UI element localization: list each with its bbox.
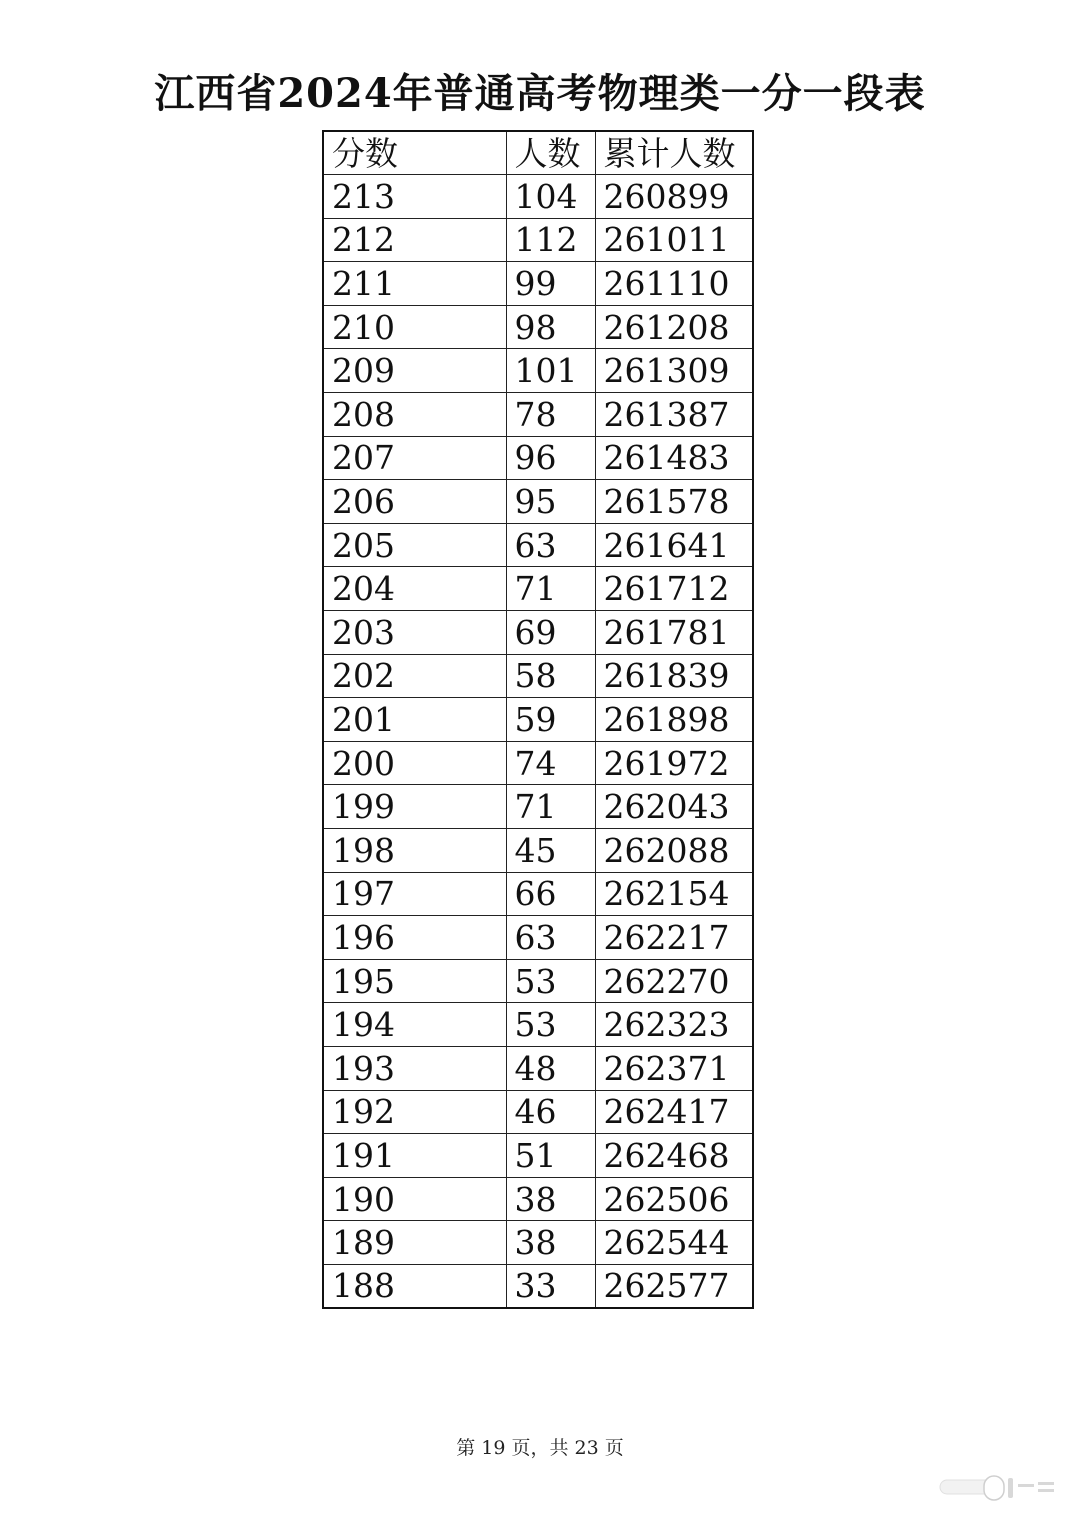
cell-cumulative: 262043 [595,785,753,829]
cell-cumulative: 261309 [595,349,753,393]
table-row [323,305,753,349]
cell-cumulative: 261898 [595,698,753,742]
cell-score: 207 [323,436,506,480]
cell-count: 58 [506,654,595,698]
table-row [323,567,753,611]
table-row [323,175,753,219]
cell-cumulative: 262417 [595,1090,753,1134]
cell-score: 194 [323,1003,506,1047]
header-cumulative: 累计人数 [595,131,753,175]
cell-score: 205 [323,523,506,567]
cell-count: 112 [506,218,595,262]
table-row [323,349,753,393]
cell-cumulative: 260899 [595,175,753,219]
table-row [323,654,753,698]
cell-count: 71 [506,785,595,829]
cell-score: 197 [323,872,506,916]
cell-score: 213 [323,175,506,219]
cell-cumulative: 262544 [595,1221,753,1265]
table-row [323,1264,753,1308]
table-row [323,872,753,916]
cell-count: 53 [506,1003,595,1047]
table-row [323,959,753,1003]
cell-count: 99 [506,262,595,306]
table-row [323,1221,753,1265]
cell-score: 204 [323,567,506,611]
cell-score: 200 [323,741,506,785]
table-row [323,611,753,655]
cell-cumulative: 261781 [595,611,753,655]
cell-score: 196 [323,916,506,960]
cell-cumulative: 262506 [595,1177,753,1221]
cell-score: 201 [323,698,506,742]
cell-cumulative: 262577 [595,1264,753,1308]
score-distribution-table [322,130,754,1309]
cell-score: 211 [323,262,506,306]
cell-count: 38 [506,1177,595,1221]
cell-score: 210 [323,305,506,349]
cell-count: 48 [506,1046,595,1090]
table-row [323,436,753,480]
cell-cumulative: 261110 [595,262,753,306]
table-row [323,523,753,567]
table-row [323,218,753,262]
cell-count: 63 [506,916,595,960]
table-row [323,741,753,785]
cell-count: 38 [506,1221,595,1265]
cell-count: 53 [506,959,595,1003]
cell-cumulative: 261641 [595,523,753,567]
table-row [323,916,753,960]
cell-cumulative: 261839 [595,654,753,698]
cell-count: 98 [506,305,595,349]
table-row [323,785,753,829]
cell-cumulative: 261483 [595,436,753,480]
cell-score: 190 [323,1177,506,1221]
cell-count: 101 [506,349,595,393]
cell-cumulative: 262088 [595,829,753,873]
cell-score: 189 [323,1221,506,1265]
cell-score: 208 [323,393,506,437]
table-row [323,1134,753,1178]
cell-count: 45 [506,829,595,873]
cell-cumulative: 261712 [595,567,753,611]
app-logo-icon [938,1471,1058,1505]
table-row [323,262,753,306]
cell-cumulative: 262468 [595,1134,753,1178]
table-row [323,1003,753,1047]
cell-cumulative: 262371 [595,1046,753,1090]
cell-cumulative: 261972 [595,741,753,785]
cell-score: 192 [323,1090,506,1134]
table-row [323,393,753,437]
cell-score: 203 [323,611,506,655]
page-number-footer: 第 19 页，共 23 页 [456,1437,624,1459]
cell-score: 193 [323,1046,506,1090]
cell-score: 209 [323,349,506,393]
table-row [323,1090,753,1134]
cell-cumulative: 262323 [595,1003,753,1047]
cell-cumulative: 261387 [595,393,753,437]
cell-count: 95 [506,480,595,524]
cell-score: 206 [323,480,506,524]
cell-cumulative: 261011 [595,218,753,262]
table-row [323,698,753,742]
cell-score: 191 [323,1134,506,1178]
cell-count: 96 [506,436,595,480]
cell-cumulative: 261578 [595,480,753,524]
cell-score: 188 [323,1264,506,1308]
cell-count: 74 [506,741,595,785]
cell-count: 63 [506,523,595,567]
cell-count: 33 [506,1264,595,1308]
cell-count: 69 [506,611,595,655]
table-row [323,829,753,873]
cell-count: 46 [506,1090,595,1134]
table-row [323,1046,753,1090]
cell-count: 104 [506,175,595,219]
header-count: 人数 [506,131,595,175]
cell-count: 51 [506,1134,595,1178]
table-row [323,480,753,524]
cell-score: 195 [323,959,506,1003]
cell-cumulative: 262217 [595,916,753,960]
cell-score: 202 [323,654,506,698]
table-row [323,1177,753,1221]
cell-score: 198 [323,829,506,873]
cell-count: 66 [506,872,595,916]
cell-cumulative: 262154 [595,872,753,916]
cell-count: 78 [506,393,595,437]
cell-count: 71 [506,567,595,611]
header-score: 分数 [323,131,506,175]
cell-count: 59 [506,698,595,742]
cell-cumulative: 261208 [595,305,753,349]
cell-cumulative: 262270 [595,959,753,1003]
cell-score: 199 [323,785,506,829]
page-title: 江西省2024年普通高考物理类一分一段表 [154,70,926,117]
table-header-row [323,131,753,175]
table-body [323,175,753,1308]
cell-score: 212 [323,218,506,262]
